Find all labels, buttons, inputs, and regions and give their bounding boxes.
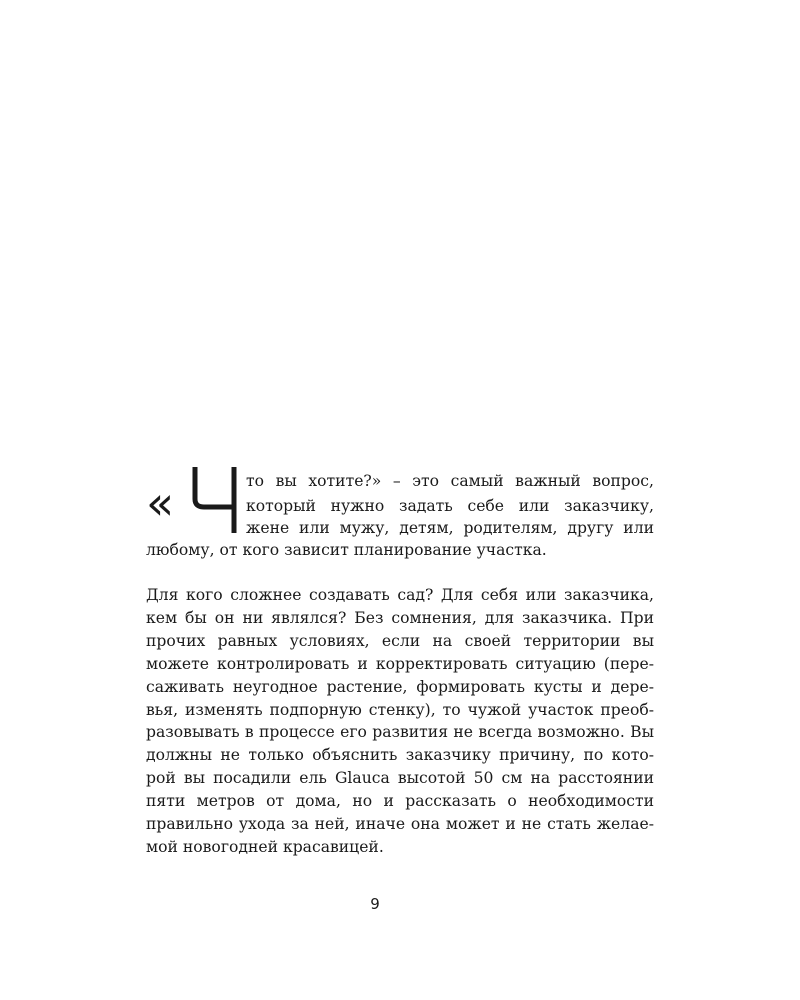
page-number — [0, 894, 750, 914]
dropcap — [146, 463, 240, 535]
paragraph2-line-10: пяти метров от дома, но и рассказать о необходимости — [146, 792, 654, 810]
paragraph1-line-4: любому, от кого зависит планирование участка. — [146, 541, 547, 559]
paragraph2-line-8: должны не только объяснить заказчику причину, по кото- — [146, 746, 654, 764]
paragraph2-line-3: прочих равных условиях, если на своей территории вы — [146, 632, 654, 650]
paragraph2-line-5: саживать неугодное растение, формировать кусты и дере- — [146, 678, 654, 696]
paragraph2-line-9: рой вы посадили ель Glauca высотой 50 см на расстоянии — [146, 769, 654, 787]
dropcap-letter-text: Ч — [146, 463, 147, 464]
paragraph2-line-6: вья, изменять подпорную стенку), то чужой участок преоб- — [146, 701, 654, 719]
dropcap-letter — [195, 467, 234, 533]
paragraph2-line-7: разовывать в процессе его развития не всегда возможно. Вы — [146, 723, 654, 741]
paragraph2-line-4: можете контролировать и корректировать ситуацию (пере- — [146, 655, 654, 673]
paragraph2-line-11: правильно ухода за ней, иначе она может и не стать желае- — [146, 815, 654, 833]
dropcap-quote: « — [146, 476, 175, 530]
paragraph1-line-1: то вы хотите?» – это самый важный вопрос, — [246, 472, 654, 490]
paragraph1-line-3: жене или мужу, детям, родителям, другу или — [246, 519, 654, 537]
page-number-text: 9 — [370, 895, 380, 913]
paragraph2-line-1: Для кого сложнее создавать сад? Для себя или заказчика, — [146, 586, 654, 604]
paragraph2-line-12: мой новогодней красавицей. — [146, 838, 384, 856]
paragraph1-line-2: который нужно задать себе или заказчику, — [246, 497, 654, 515]
paragraph2-line-2: кем бы он ни являлся? Без сомнения, для заказчика. При — [146, 609, 654, 627]
